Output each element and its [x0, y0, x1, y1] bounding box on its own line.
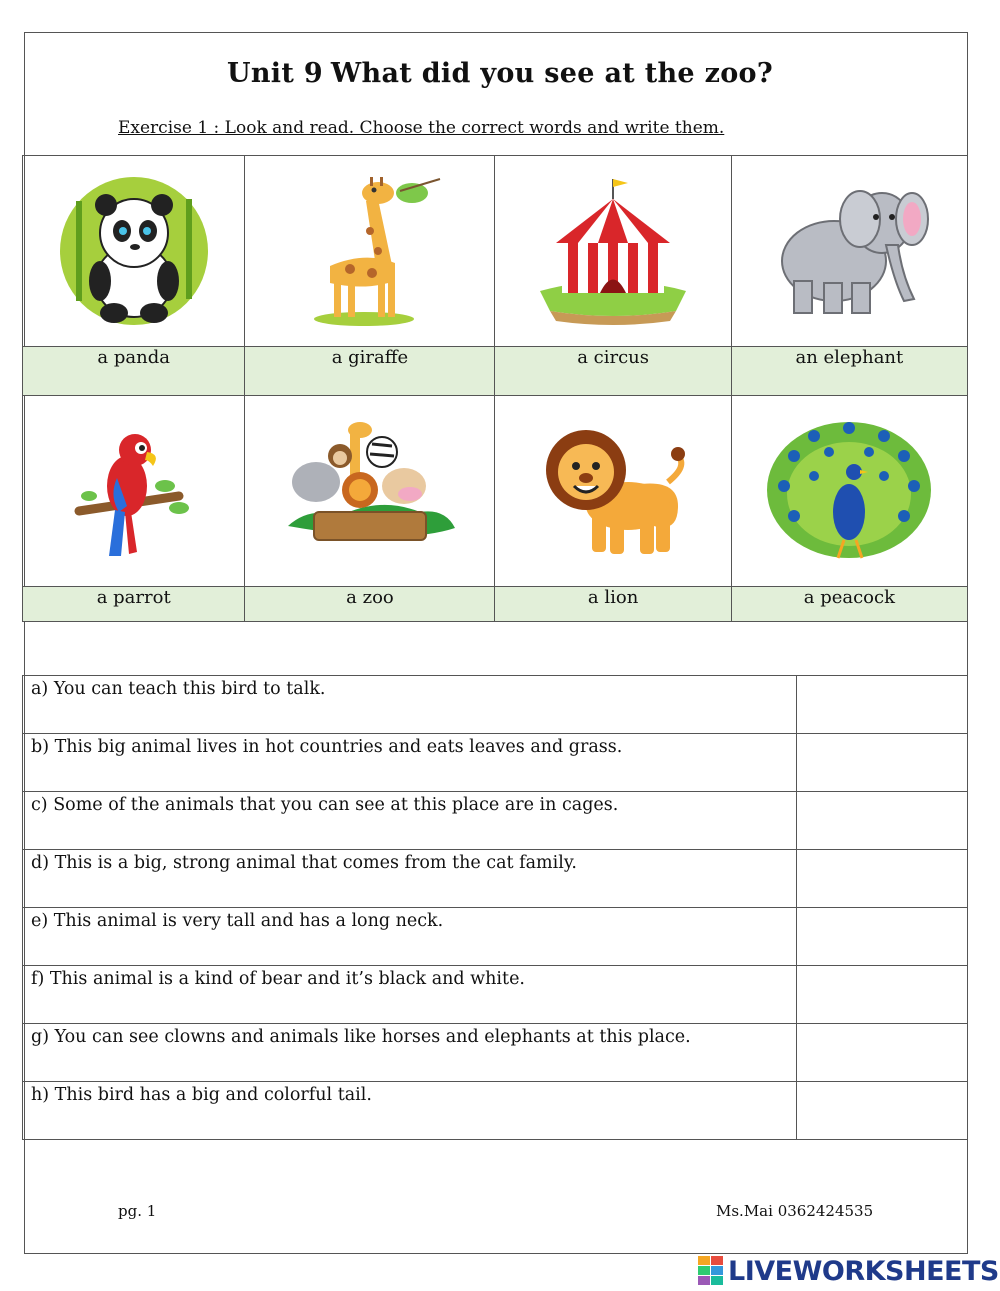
question-row	[23, 676, 968, 734]
picture-cell	[23, 396, 245, 587]
answer-input-d[interactable]	[797, 850, 967, 906]
answer-cell	[797, 734, 968, 792]
picture-label: a zoo	[245, 587, 495, 622]
panda-icon	[54, 171, 214, 331]
picture-label: an elephant	[731, 347, 967, 396]
question-row	[23, 792, 968, 850]
picture-cell	[245, 396, 495, 587]
answer-input-c[interactable]	[797, 792, 967, 848]
author-credit: Ms.Mai 0362424535	[716, 1202, 874, 1220]
lion-icon	[528, 416, 698, 566]
brand-name: LIVEWORKSHEETS	[728, 1255, 999, 1287]
answer-cell	[797, 1082, 968, 1140]
question-text: b) This big animal lives in hot countries and eats leaves and grass.	[23, 734, 797, 792]
giraffe-icon	[290, 171, 450, 331]
exercise-instruction: Exercise 1 : Look and read. Choose the correct words and write them.	[118, 118, 725, 138]
question-table	[22, 675, 968, 1140]
page-number: pg. 1	[118, 1202, 157, 1220]
question-text: c) Some of the animals that you can see at this place are in cages.	[23, 792, 797, 850]
question-text: h) This bird has a big and colorful tail.	[23, 1082, 797, 1140]
answer-cell	[797, 676, 968, 734]
picture-label: a panda	[23, 347, 245, 396]
answer-cell	[797, 792, 968, 850]
answer-cell	[797, 1024, 968, 1082]
picture-label: a peacock	[731, 587, 967, 622]
question-row	[23, 908, 968, 966]
answer-input-a[interactable]	[797, 676, 967, 732]
unit-label: Unit 9	[227, 58, 323, 89]
answer-input-f[interactable]	[797, 966, 967, 1022]
answer-input-g[interactable]	[797, 1024, 967, 1080]
liveworksheets-logo	[698, 1256, 999, 1286]
question-text: f) This animal is a kind of bear and it’s black and white.	[23, 966, 797, 1024]
picture-cell	[495, 396, 731, 587]
question-row	[23, 966, 968, 1024]
picture-cell	[245, 156, 495, 347]
answer-cell	[797, 850, 968, 908]
answer-input-e[interactable]	[797, 908, 967, 964]
question-text: a) You can teach this bird to talk.	[23, 676, 797, 734]
picture-label: a circus	[495, 347, 731, 396]
question-text: d) This is a big, strong animal that comes from the cat family.	[23, 850, 797, 908]
circus-tent-icon	[528, 171, 698, 331]
picture-cell	[23, 156, 245, 347]
picture-grid	[22, 155, 968, 622]
question-row	[23, 850, 968, 908]
peacock-icon	[764, 416, 934, 566]
picture-cell	[731, 156, 967, 347]
zoo-animals-icon	[280, 416, 460, 566]
liveworksheets-blocks-icon	[698, 1256, 724, 1286]
answer-cell	[797, 908, 968, 966]
picture-label: a lion	[495, 587, 731, 622]
question-row	[23, 734, 968, 792]
picture-cell	[495, 156, 731, 347]
question-text: g) You can see clowns and animals like horses and elephants at this place.	[23, 1024, 797, 1082]
page-title	[0, 58, 1000, 89]
question-row	[23, 1024, 968, 1082]
answer-cell	[797, 966, 968, 1024]
question-text: e) This animal is very tall and has a long neck.	[23, 908, 797, 966]
question-row	[23, 1082, 968, 1140]
picture-cell	[731, 396, 967, 587]
answer-input-b[interactable]	[797, 734, 967, 790]
parrot-icon	[69, 416, 199, 566]
answer-input-h[interactable]	[797, 1082, 967, 1138]
title-text: What did you see at the zoo?	[330, 58, 773, 89]
picture-label: a parrot	[23, 587, 245, 622]
elephant-icon	[764, 171, 934, 331]
picture-label: a giraffe	[245, 347, 495, 396]
